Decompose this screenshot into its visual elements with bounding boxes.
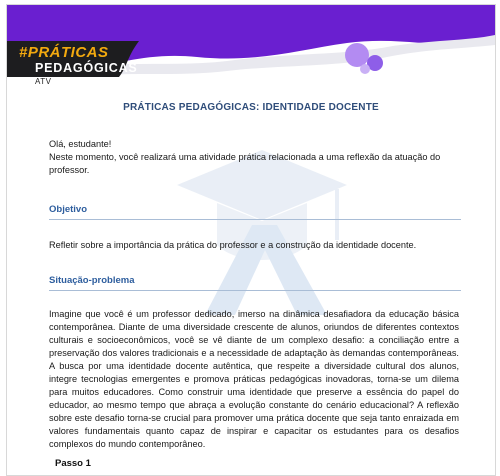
step-heading: Passo 1 xyxy=(55,458,91,469)
situation-divider xyxy=(49,290,461,291)
objective-heading: Objetivo xyxy=(49,204,88,215)
situation-heading: Situação-problema xyxy=(49,275,135,286)
brand-logo xyxy=(19,45,138,86)
brand-sub: ATV xyxy=(35,76,52,86)
objective-text: Refletir sobre a importância da prática do professor e a construção da identidade docente. xyxy=(49,240,417,250)
situation-text: Imagine que você é um professor dedicado, imerso na dinâmica desafiadora da educação básica contemporânea. Diante de uma diversidade crescente de alunos, oriundos de diferentes contextos culturais e socioeconômicos, você se vê diante de um complexo desafio: a conciliação entre a preservação dos valores tradicionais e a necessidade de adaptação às demandas contemporâneas. A busca por uma identidade docente autêntica, que respeite a diversidade cultural dos alunos, integre tecnologias emergentes e promova práticas pedagógicas inovadoras, torna-se um dilema para muitos educadores. Como construir uma identidade que preserve a essência do papel do educador, ao mesmo tempo que abraça a evolução constante do cenário educacional? A reflexão sobre este desafio torna-se crucial para promover uma prática docente que seja tanto enraizada em valores fundamentais quanto capaz de inspirar e capacitar os estudantes para os desafios complexos do mundo contemporâneo. xyxy=(49,309,459,449)
brand-line1: PRÁTICAS xyxy=(27,44,109,61)
greeting-text: Olá, estudante! xyxy=(49,139,112,149)
document-page xyxy=(6,4,496,476)
brand-hash: # xyxy=(19,44,28,61)
header-banner xyxy=(7,5,495,95)
intro-text: Neste momento, você realizará uma atividade prática relacionada a uma reflexão da atuação do professor. xyxy=(49,152,441,175)
document-title: PRÁTICAS PEDAGÓGICAS: IDENTIDADE DOCENTE xyxy=(123,102,379,113)
brand-line2: PEDAGÓGICAS xyxy=(35,61,138,75)
objective-divider xyxy=(49,219,461,220)
greeting-block xyxy=(49,138,459,177)
